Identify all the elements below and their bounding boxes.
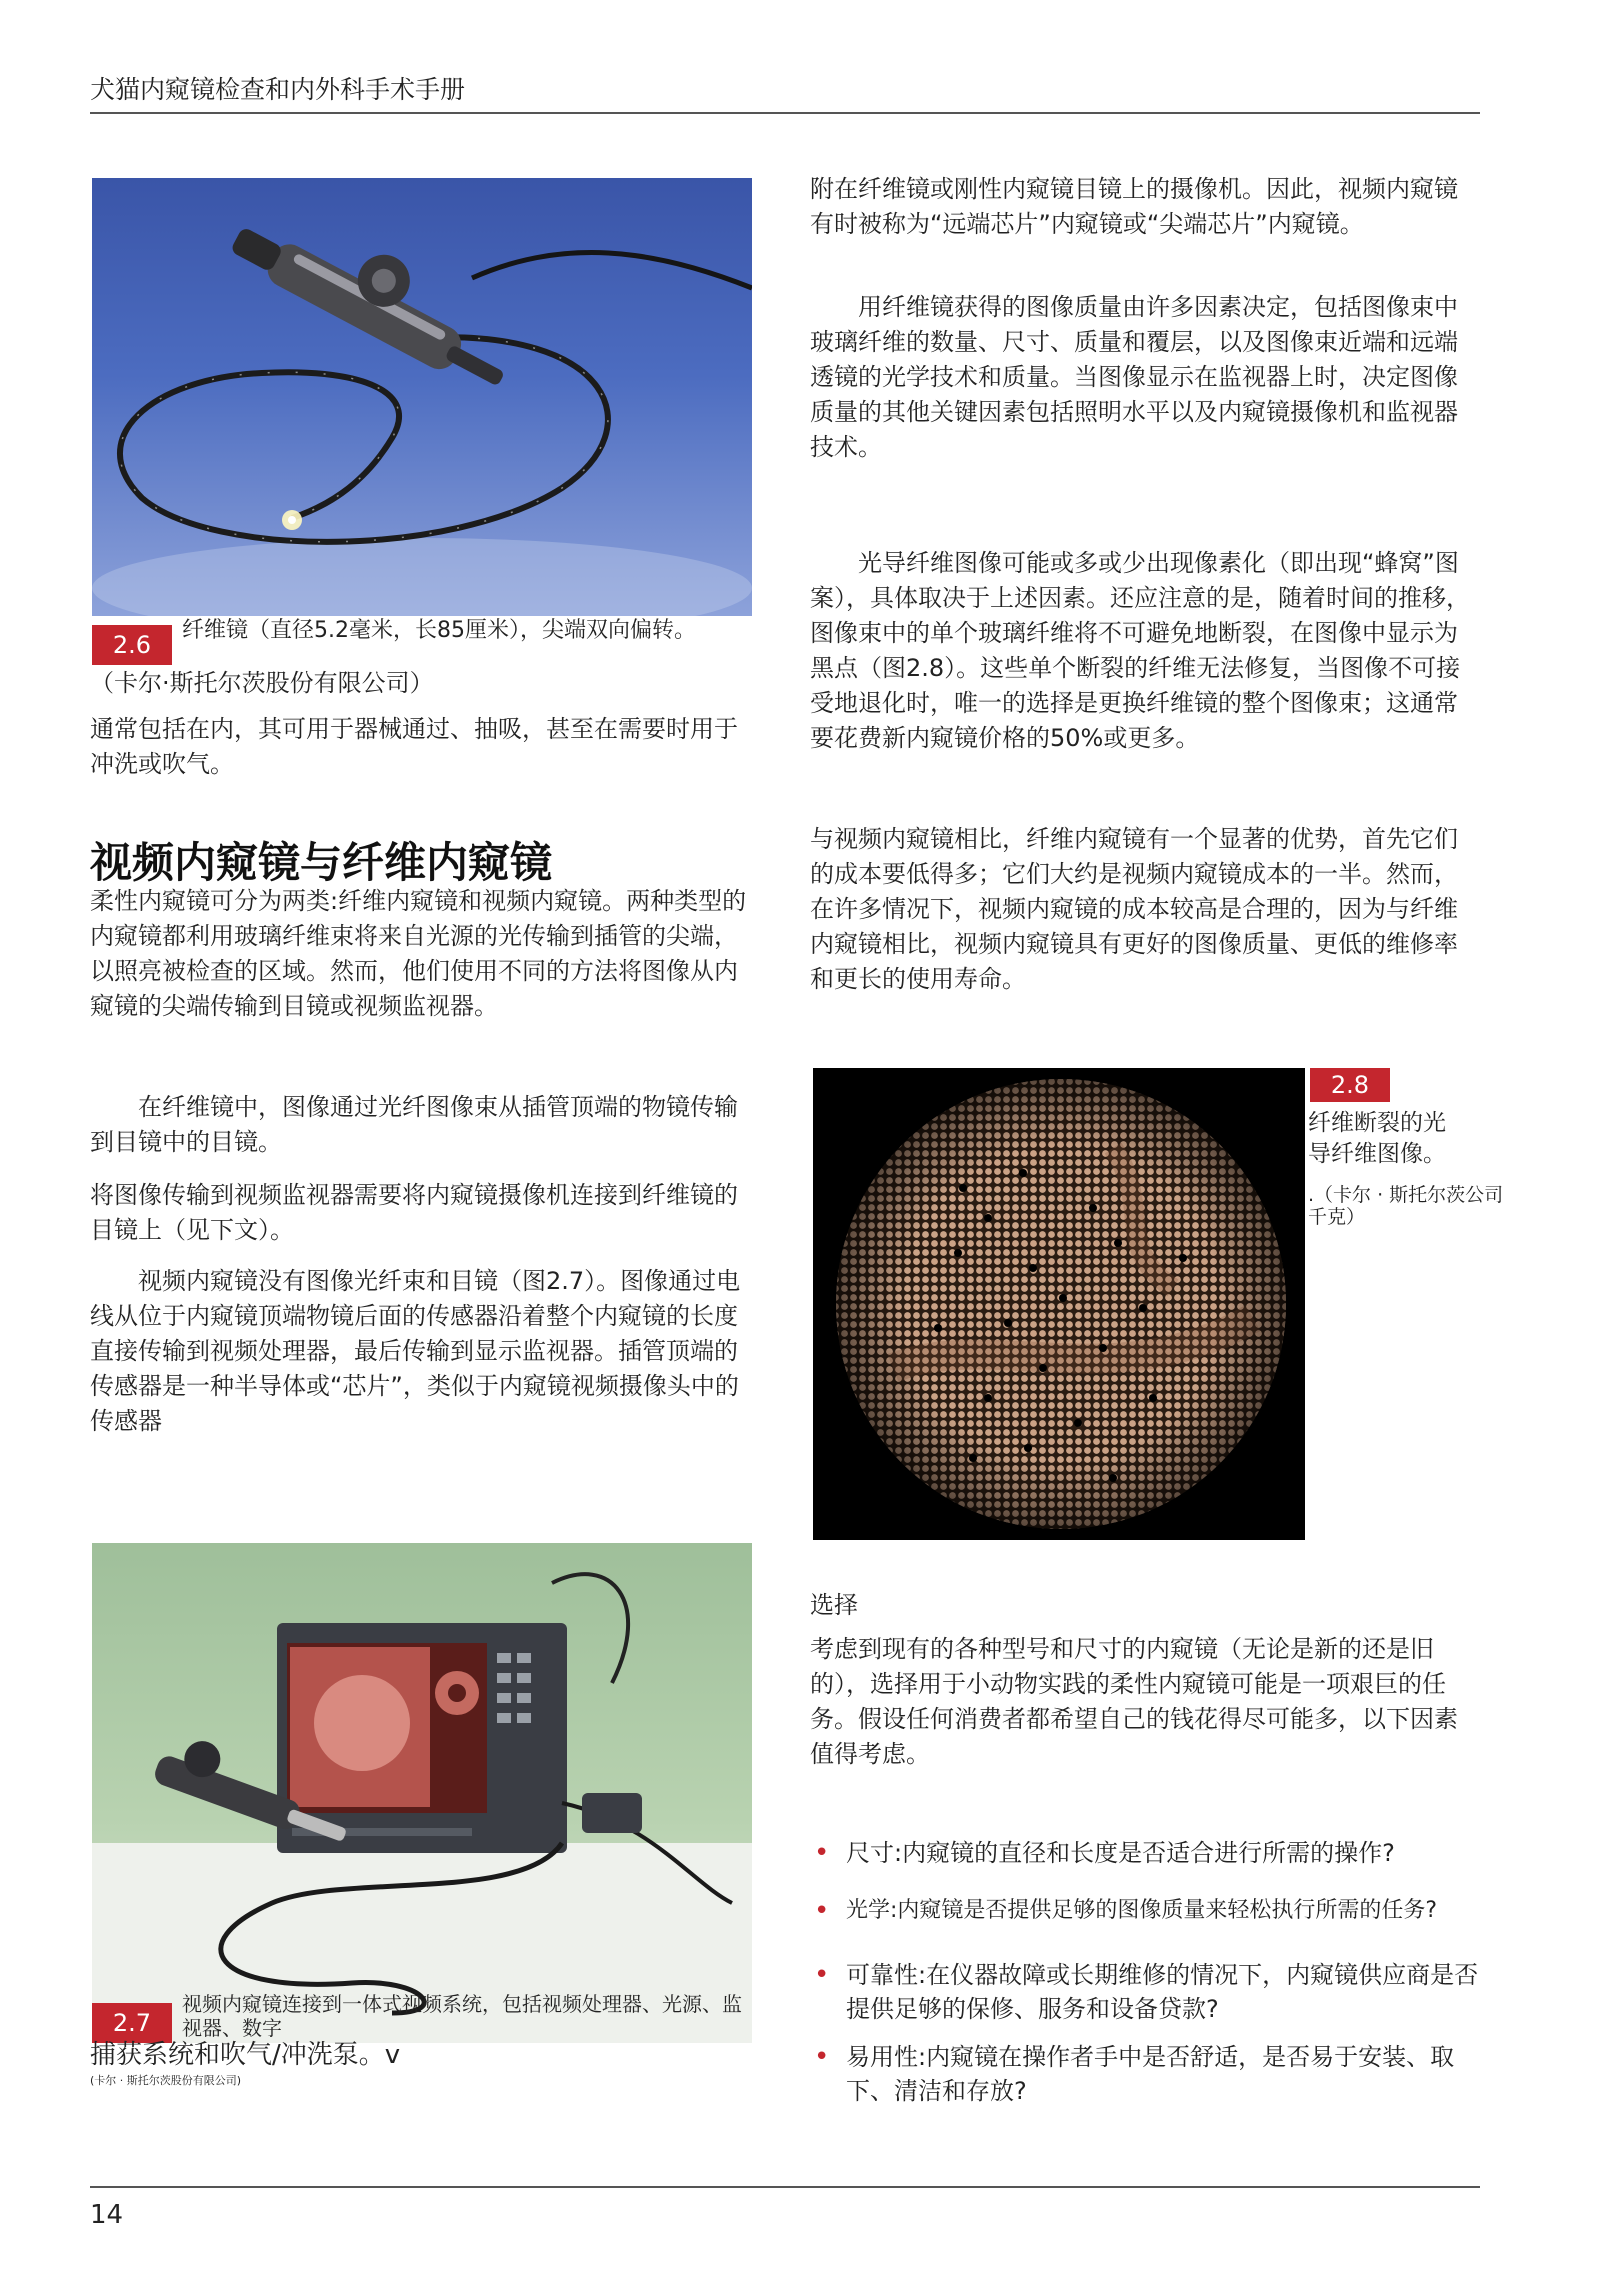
bullet-icon: • [814,1960,830,1990]
right-paragraph-4: 与视频内窥镜相比，纤维内窥镜有一个显著的优势，首先它们的成本要低得多；它们大约是视频内窥镜成本的一半。然而，在许多情况下，视频内窥镜的成本较高是合理的，因为与纤维内窥镜相比，视频内窥镜具有更好的图像质量、更低的维修率和更长的使用寿命。 [810,825,1458,993]
right-paragraph-1: 附在纤维镜或刚性内窥镜目镜上的摄像机。因此，视频内窥镜有时被称为“远端芯片”内窥镜或“尖端芯片”内窥镜。 [810,175,1458,238]
bullet-icon: • [814,1838,830,1868]
figure-2-8-credit: .（卡尔 · 斯托尔茨公司 [1308,1184,1504,1206]
bullet-icon: • [814,1896,830,1926]
right-paragraph-5: 考虑到现有的各种型号和尺寸的内窥镜（无论是新的还是旧的），选择用于小动物实践的柔性内窥镜可能是一项艰巨的任务。假设任何消费者都希望自己的钱花得尽可能多，以下因素值得考虑。 [810,1635,1458,1768]
left-paragraph-3: 在纤维镜中，图像通过光纤图像束从插管顶端的物镜传输到目镜中的目镜。 [90,1093,738,1156]
figure-2-8-badge: 2.8 [1310,1068,1390,1102]
running-header: 犬猫内窥镜检查和内外科手术手册 [90,75,466,104]
left-paragraph-4: 将图像传输到视频监视器需要将内窥镜摄像机连接到纤维镜的目镜上（见下文）。 [90,1181,738,1244]
footer-rule [90,2186,1480,2188]
list-item-text: 可靠性:在仪器故障或长期维修的情况下，内窥镜供应商是否提供足够的保修、服务和设备贷款? [846,1961,1479,2023]
list-item-text: 易用性:内窥镜在操作者手中是否舒适，是否易于安装、取下、清洁和存放? [846,2043,1455,2105]
list-item-text: 尺寸:内窥镜的直径和长度是否适合进行所需的操作? [846,1839,1395,1867]
broken-fibers-photo [813,1068,1305,1540]
section-heading: 视频内窥镜与纤维内窥镜 [90,838,553,887]
list-item [810,2040,1486,2108]
right-paragraph-2: 用纤维镜获得的图像质量由许多因素决定，包括图像束中玻璃纤维的数量、尺寸、质量和覆层，以及图像束近端和远端透镜的光学技术和质量。当图像显示在监视器上时，决定图像质量的其他关键因素包括照明水平以及内窥镜摄像机和监视器技术。 [810,293,1458,461]
figure-2-8-caption: 纤维断裂的光导纤维图像。 [1308,1110,1446,1167]
left-paragraph-2: 柔性内窥镜可分为两类:纤维内窥镜和视频内窥镜。两种类型的内窥镜都利用玻璃纤维束将来自光源的光传输到插管的尖端，以照亮被检查的区域。然而，他们使用不同的方法将图像从内窥镜的尖端传输到目镜或视频监视器。 [90,887,747,1020]
bullet-icon: • [814,2042,830,2072]
figure-2-6-caption: 纤维镜（直径5.2毫米，长85厘米），尖端双向偏转。 [182,618,696,643]
figure-2-7-caption: 视频内窥镜连接到一体式视频系统，包括视频处理器、光源、监视器、数字 [182,1992,742,2040]
left-paragraph-5: 视频内窥镜没有图像光纤束和目镜（图2.7）。图像通过电线从位于内窥镜顶端物镜后面的传感器沿着整个内窥镜的长度直接传输到视频处理器，最后传输到显示监视器。插管顶端的传感器是一种半导体或“芯片”，类似于内窥镜视频摄像头中的传感器 [90,1267,741,1435]
left-paragraph-1: 通常包括在内，其可用于器械通过、抽吸，甚至在需要时用于冲洗或吹气。 [90,715,738,778]
page-number: 14 [90,2200,124,2230]
list-item-text: 光学:内窥镜是否提供足够的图像质量来轻松执行所需的任务? [846,1898,1438,1923]
header-rule [90,112,1480,114]
fiberscope-photo [92,178,752,616]
figure-2-7-credit: (卡尔 · 斯托尔茨股份有限公司) [90,2074,242,2087]
subsection-heading-selection: 选择 [810,1591,858,1619]
figure-2-7-badge: 2.7 [92,2003,172,2043]
figure-2-8-credit-continued: 千克） [1308,1206,1366,1228]
list-item [810,1836,1486,1870]
video-system-photo [92,1543,752,2043]
figure-2-7-caption-continued: 捕获系统和吹气/冲洗泵。v [90,2040,401,2070]
figure-2-6-badge: 2.6 [92,625,172,665]
list-item [810,1896,1486,1926]
figure-2-6-credit: （卡尔·斯托尔茨股份有限公司） [90,669,434,697]
right-paragraph-3: 光导纤维图像可能或多或少出现像素化（即出现“蜂窝”图案），具体取决于上述因素。还应注意的是，随着时间的推移，图像束中的单个玻璃纤维将不可避免地断裂，在图像中显示为黑点（图2.8）。这些单个断裂的纤维无法修复，当图像不可接受地退化时，唯一的选择是更换纤维镜的整个图像束；这通常要花费新内窥镜价格的50%或更多。 [810,549,1470,752]
list-item [810,1958,1486,2026]
